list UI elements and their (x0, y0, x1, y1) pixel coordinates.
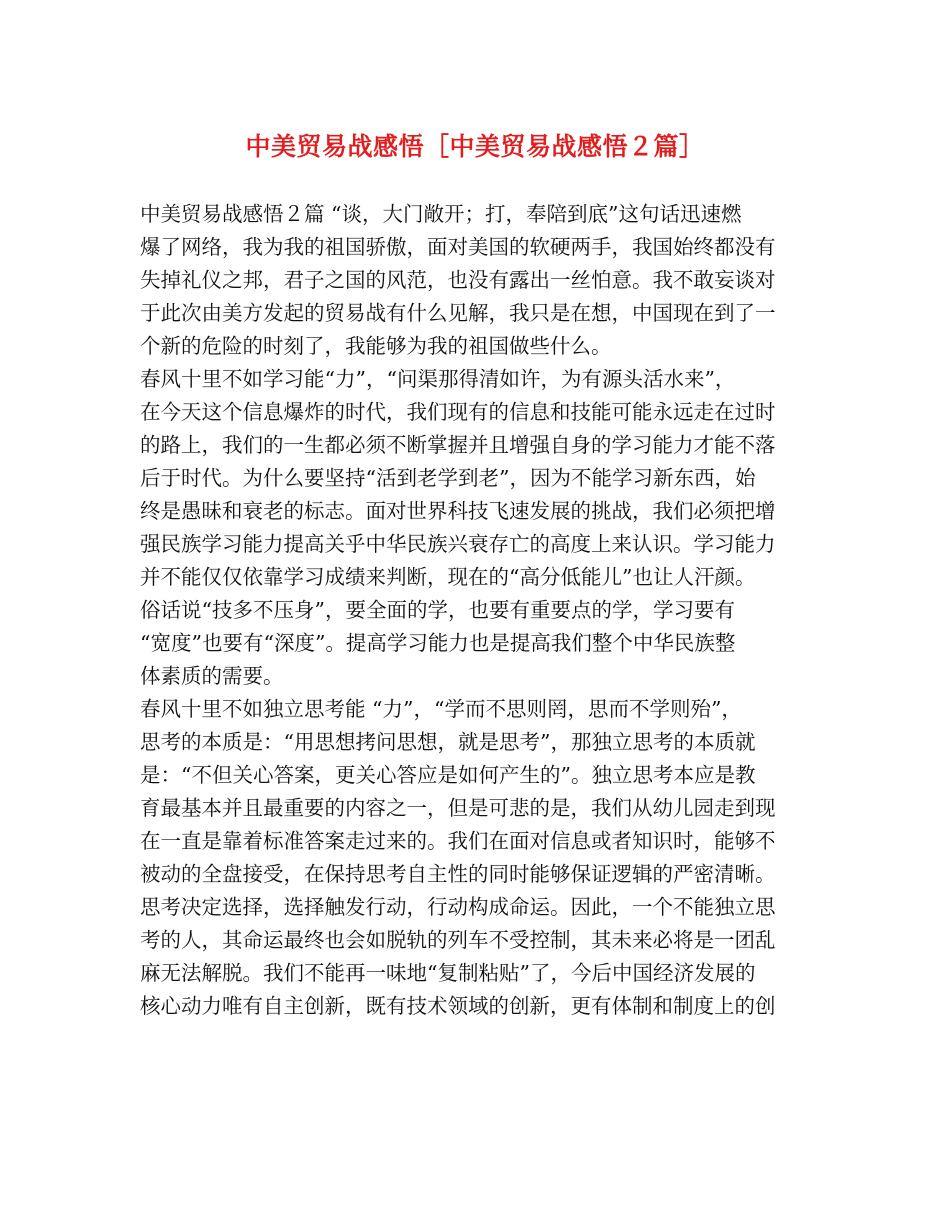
text-line: 失掉礼仪之邦，君子之国的风范，也没有露出一丝怕意。我不敢妄谈对 (140, 268, 776, 292)
text-line: 育最基本并且最重要的内容之一，但是可悲的是，我们从幼儿园走到现 (140, 796, 776, 820)
text-line: 春风十里不如学习能“力”，“问渠那得清如许，为有源头活水来”， (140, 367, 736, 391)
text-line: 的路上，我们的一生都必须不断掌握并且增强自身的学习能力才能不落 (140, 433, 776, 457)
text-line: 核心动力唯有自主创新，既有技术领域的创新，更有体制和制度上的创 (140, 994, 776, 1018)
text-line: 爆了网络，我为我的祖国骄傲，面对美国的软硬两手，我国始终都没有 (140, 235, 776, 259)
text-line: 在一直是靠着标准答案走过来的。我们在面对信息或者知识时，能够不 (140, 829, 776, 853)
text-line: “宽度”也要有“深度”。提高学习能力也是提高我们整个中华民族整 (140, 631, 736, 655)
text-line: 于此次由美方发起的贸易战有什么见解，我只是在想，中国现在到了一 (140, 301, 776, 325)
document-title: 中美贸易战感悟［中美贸易战感悟２篇］ (245, 132, 705, 161)
text-line: 是：“不但关心答案，更关心答应是如何产生的”。独立思考本应是教 (140, 763, 756, 787)
text-line: 麻无法解脱。我们不能再一味地“复制粘贴”了，今后中国经济发展的 (140, 961, 756, 985)
text-line: 终是愚昧和衰老的标志。面对世界科技飞速发展的挑战，我们必须把增 (140, 499, 776, 523)
text-line: 并不能仅仅依靠学习成绩来判断，现在的“高分低能儿”也让人汗颜。 (140, 565, 756, 589)
text-line: 在今天这个信息爆炸的时代，我们现有的信息和技能可能永远走在过时 (140, 400, 776, 424)
text-line: 个新的危险的时刻了，我能够为我的祖国做些什么。 (140, 334, 612, 358)
text-line: 被动的全盘接受，在保持思考自主性的同时能够保证逻辑的严密清晰。 (140, 862, 776, 886)
text-line: 后于时代。为什么要坚持“活到老学到老”，因为不能学习新东西，始 (140, 466, 756, 490)
document-body (140, 198, 812, 1023)
text-line: 俗话说“技多不压身”，要全面的学，也要有重要点的学，学习要有 (140, 598, 735, 622)
text-line: 春风十里不如独立思考能 “力”，“学而不思则罔，思而不学则殆”， (140, 697, 742, 721)
text-line: 思考决定选择，选择触发行动，行动构成命运。因此，一个不能独立思 (140, 895, 776, 919)
text-line: 思考的本质是：“用思想拷问思想，就是思考”，那独立思考的本质就 (140, 730, 756, 754)
text-line: 强民族学习能力提高关乎中华民族兴衰存亡的高度上来认识。学习能力 (140, 532, 776, 556)
text-line: 体素质的需要。 (140, 664, 284, 688)
text-line: 中美贸易战感悟２篇 “谈，大门敞开；打，奉陪到底”这句话迅速燃 (140, 202, 742, 226)
text-line: 考的人，其命运最终也会如脱轨的列车不受控制，其未来必将是一团乱 (140, 928, 776, 952)
